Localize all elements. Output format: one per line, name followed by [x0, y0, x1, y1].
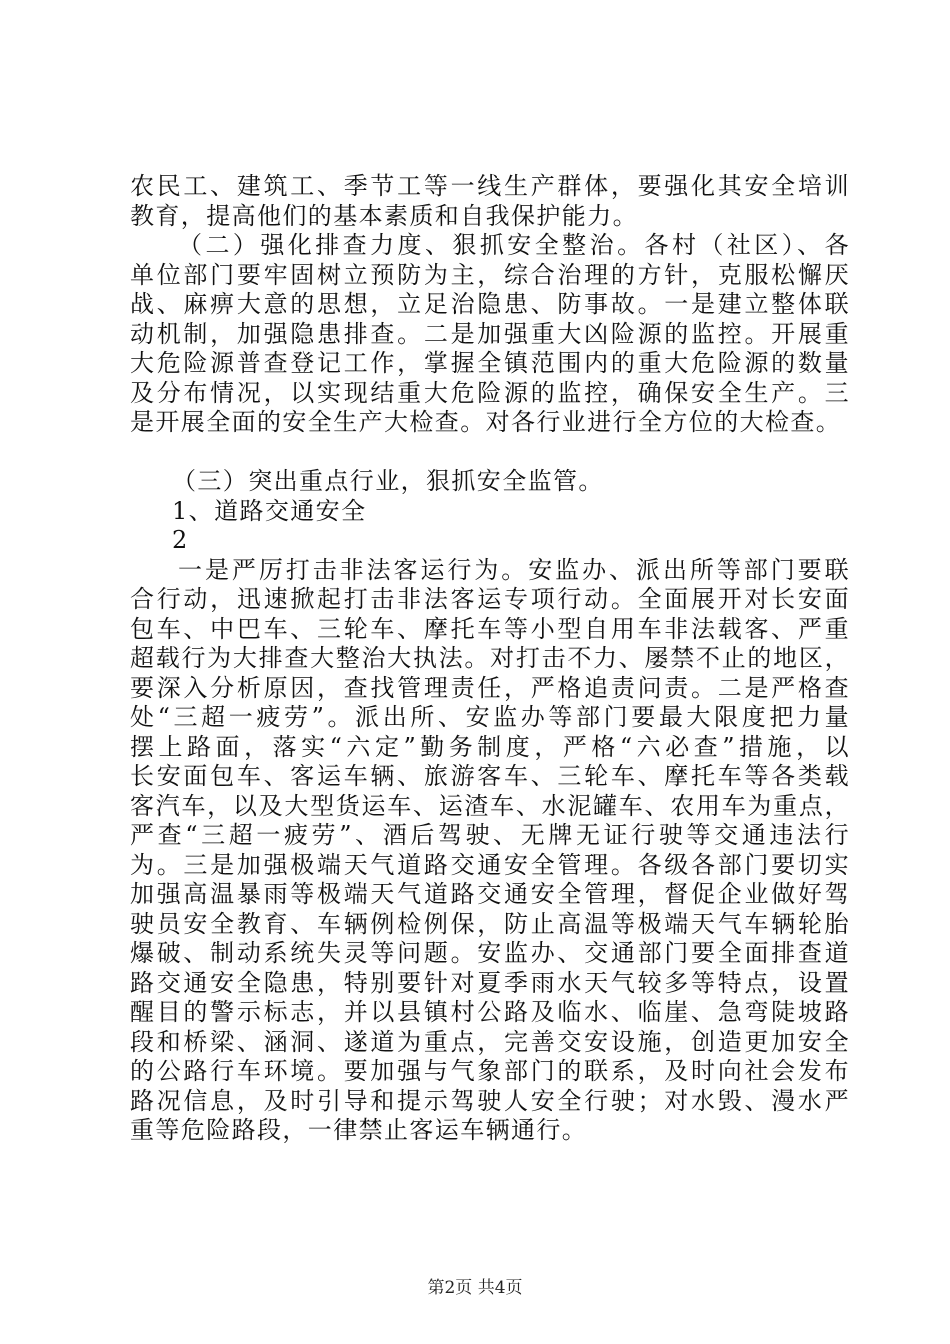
- blank-line: [130, 438, 850, 468]
- text-line: 是开展全面的安全生产大检查。对各行业进行全方位的大检查。: [130, 408, 842, 436]
- text-line: 重等危险路段，一律禁止客运车辆通行。: [130, 1116, 588, 1144]
- text-line: 合行动，迅速掀起打击非法客运专项行动。全面展开对长安面: [130, 585, 850, 613]
- text-line: 超载行为大排查大整治大执法。对打击不力、屡禁不止的地区，: [130, 644, 850, 672]
- text-line: 教育，提高他们的基本素质和自我保护能力。: [130, 201, 638, 230]
- paragraph-3: [130, 556, 850, 1146]
- paragraph-2: [130, 231, 850, 438]
- paragraph-1: [130, 172, 850, 231]
- text-line: 长安面包车、客运车辆、旅游客车、三轮车、摩托车等各类载: [130, 762, 850, 790]
- text-line: 及分布情况，以实现结重大危险源的监控，确保安全生产。三: [130, 378, 850, 407]
- text-line: 动机制，加强隐患排查。二是加强重大凶险源的监控。开展重: [130, 319, 850, 348]
- text-line: 爆破、制动系统失灵等问题。安监办、交通部门要全面排查道: [130, 939, 850, 967]
- text-line: 醒目的警示标志，并以县镇村公路及临水、临崖、急弯陡坡路: [130, 998, 850, 1026]
- page-footer: [0, 1278, 950, 1298]
- text-line: 驶员安全教育、车辆例检例保，防止高温等极端天气车辆轮胎: [130, 909, 850, 938]
- text-line: 摆上路面，落实“六定”勤务制度，严格“六必查”措施，以: [130, 732, 850, 761]
- text-line: 路交通安全隐患，特别要针对夏季雨水天气较多等特点，设置: [130, 968, 850, 997]
- section-heading-2: （二）强化排查力度、狠抓安全整治。各村（社区）、各: [178, 231, 850, 259]
- item-number: 2: [172, 526, 189, 554]
- text-line: 的公路行车环境。要加强与气象部门的联系，及时向社会发布: [130, 1057, 850, 1085]
- text-line: 严查“三超一疲劳”、酒后驾驶、无牌无证行驶等交通违法行: [130, 821, 850, 849]
- text-line: 加强高温暴雨等极端天气道路交通安全管理，督促企业做好驾: [130, 880, 850, 908]
- body-text: [130, 172, 850, 1146]
- text-line: 为。三是加强极端天气道路交通安全管理。各级各部门要切实: [130, 850, 850, 879]
- text-line: 大危险源普查登记工作，掌握全镇范围内的重大危险源的数量: [130, 349, 850, 377]
- text-line: 段和桥梁、涵洞、遂道为重点，完善交安设施，创造更加安全: [130, 1027, 850, 1056]
- section-heading-3: （三）突出重点行业，狠抓安全监管。: [172, 467, 604, 495]
- text-line: 要深入分析原因，查找管理责任，严格追责问责。二是严格查: [130, 673, 850, 702]
- page-number: 第2页 共4页: [427, 1278, 523, 1298]
- subsection-heading: 1、道路交通安全: [172, 496, 367, 525]
- text-line: 路况信息，及时引导和提示驾驶人安全行驶；对水毁、漫水严: [130, 1086, 850, 1115]
- text-line: 客汽车，以及大型货运车、运渣车、水泥罐车、农用车为重点，: [130, 791, 850, 820]
- text-line: 包车、中巴车、三轮车、摩托车等小型自用车非法载客、严重: [130, 614, 850, 643]
- text-line: 农民工、建筑工、季节工等一线生产群体，要强化其安全培训: [130, 172, 850, 200]
- text-line: 处“三超一疲劳”。派出所、安监办等部门要最大限度把力量: [130, 703, 850, 731]
- text-line: 战、麻痹大意的思想，立足治隐患、防事故。一是建立整体联: [130, 290, 850, 318]
- text-line: 一是严厉打击非法客运行为。安监办、派出所等部门要联: [178, 555, 850, 584]
- text-line: 单位部门要牢固树立预防为主，综合治理的方针，克服松懈厌: [130, 260, 850, 289]
